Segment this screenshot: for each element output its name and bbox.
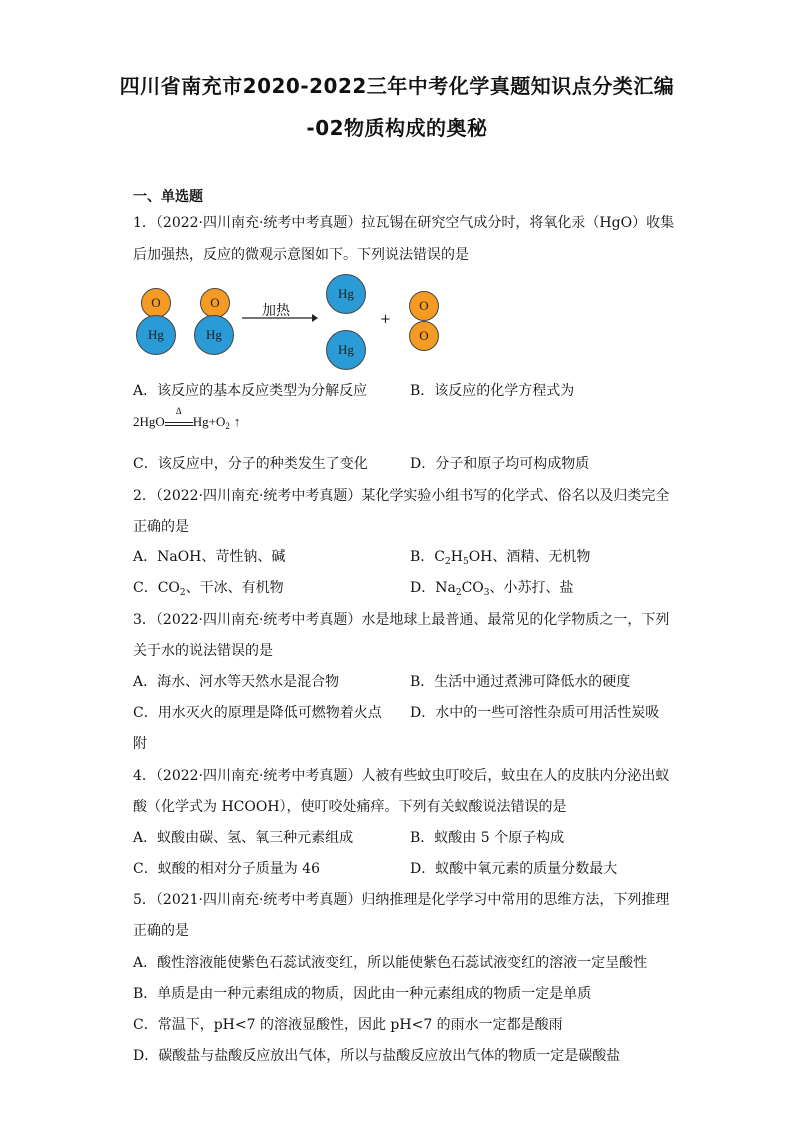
q1-option-b: B．该反应的化学方程式为	[410, 383, 575, 399]
q5-option-c: C．常温下，pH<7 的溶液显酸性，因此 pH<7 的雨水一定都是酸雨	[133, 1017, 563, 1033]
q2-option-d: D．$Na_2CO_3$、小苏打、盐	[410, 580, 574, 598]
q5-stem-line1: 5．（2021·四川南充·统考中考真题）归纳推理是化学学习中常用的思维方法，下列推理	[133, 892, 670, 908]
gas-arrow-icon: ↑	[233, 414, 241, 429]
q4-option-a: A．蚁酸由碳、氢、氧三种元素组成	[133, 830, 354, 846]
q4-option-c: C．蚁酸的相对分子质量为 46	[133, 861, 320, 877]
q1-option-d: D．分子和原子均可构成物质	[410, 456, 590, 472]
q4-option-b: B．蚁酸由 5 个原子构成	[410, 830, 565, 846]
arrow-label: 加热	[262, 303, 290, 319]
q5-option-a: A．酸性溶液能使紫色石蕊试液变红，所以能使紫色石蕊试液变红的溶液一定呈酸性	[133, 955, 648, 971]
q2-stem-line1: 2．（2022·四川南充·统考中考真题）某化学实验小组书写的化学式、俗名以及归类完全	[133, 488, 670, 504]
q4-stem-line2: 酸（化学式为 HCOOH），使叮咬处痛痒。下列有关蚁酸说法错误的是	[133, 799, 567, 815]
q3-option-c: C．用水灭火的原理是降低可燃物着火点	[133, 705, 382, 721]
section-heading: 一、单选题	[133, 189, 203, 205]
q5-option-d: D．碳酸盐与盐酸反应放出气体，所以与盐酸反应放出气体的物质一定是碳酸盐	[133, 1048, 621, 1064]
q1-stem-line2: 后加强热，反应的微观示意图如下。下列说法错误的是	[133, 247, 469, 263]
q1-option-a: A．该反应的基本反应类型为分解反应	[133, 383, 368, 399]
oxygen-atom: O	[409, 291, 439, 321]
q2-option-c: C．$CO_2$、干冰、有机物	[133, 580, 284, 598]
mercury-atom: Hg	[326, 330, 366, 370]
oxygen-atom: O	[409, 321, 439, 351]
q5-stem-line2: 正确的是	[133, 923, 189, 939]
oxygen-atom: O	[200, 288, 230, 318]
q1-equation	[133, 406, 241, 431]
q1-stem-line1: 1．（2022·四川南充·统考中考真题）拉瓦锡在研究空气成分时，将氧化汞（HgO）收集	[133, 215, 675, 231]
q3-option-a: A．海水、河水等天然水是混合物	[133, 674, 340, 690]
q2-stem-line2: 正确的是	[133, 519, 189, 535]
equation-reactant: 2HgO	[133, 414, 165, 429]
q3-option-d-continued: 附	[133, 736, 147, 752]
q1-option-c: C．该反应中，分子的种类发生了变化	[133, 456, 368, 472]
page-subtitle: -02物质构成的奥秘	[306, 116, 488, 140]
plus-sign: +	[380, 312, 391, 327]
page-title: 四川省南充市2020-2022三年中考化学真题知识点分类汇编	[119, 74, 675, 98]
q4-option-d: D．蚁酸中氧元素的质量分数最大	[410, 861, 618, 877]
subscript: 2	[225, 421, 230, 431]
heat-symbol: Δ	[175, 406, 182, 416]
q5-option-b: B．单质是由一种元素组成的物质，因此由一种元素组成的物质一定是单质	[133, 986, 592, 1002]
equation-product: Hg+O	[192, 414, 226, 429]
q3-option-b: B．生活中通过煮沸可降低水的硬度	[410, 674, 631, 690]
q3-stem-line1: 3．（2022·四川南充·统考中考真题）水是地球上最普通、最常见的化学物质之一，下列	[133, 612, 670, 628]
q2-option-b: B．$C_2H_5OH$、酒精、无机物	[410, 549, 591, 567]
reaction-arrow-icon	[242, 312, 318, 324]
mercury-atom: Hg	[326, 274, 366, 314]
mercury-atom: Hg	[194, 315, 234, 355]
q3-stem-line2: 关于水的说法错误的是	[133, 643, 273, 659]
q4-stem-line1: 4．（2022·四川南充·统考中考真题）人被有些蚊虫叮咬后，蚊虫在人的皮肤内分泌出蚁	[133, 768, 670, 784]
oxygen-atom: O	[141, 288, 171, 318]
q3-option-d: D．水中的一些可溶性杂质可用活性炭吸	[410, 705, 660, 721]
equation-condition	[165, 406, 193, 426]
q2-option-a: A．NaOH、苛性钠、碱	[133, 549, 286, 565]
equals-sign	[165, 422, 193, 426]
mercury-atom: Hg	[136, 315, 176, 355]
